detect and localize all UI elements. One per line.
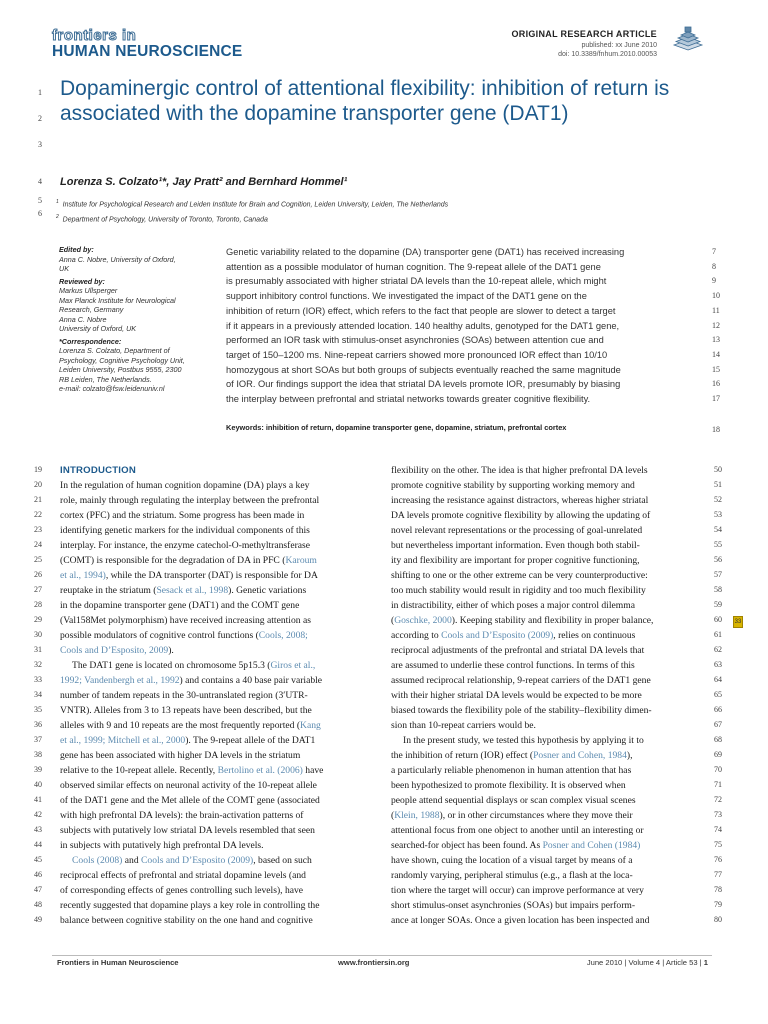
- line-number: 28: [34, 600, 42, 609]
- line-number: 45: [34, 855, 42, 864]
- body-line: short stimulus-onset asynchronies (SOAs) but impairs perform-: [391, 900, 636, 911]
- body-line: the inhibition of return (IOR) effect (Posner and Cohen, 1984),: [391, 750, 633, 761]
- body-line: et al., 1999; Mitchell et al., 2000). The 9-repeat allele of the DAT1: [60, 735, 316, 746]
- citation-link[interactable]: Giros et al.,: [270, 660, 316, 671]
- line-number: 10: [712, 291, 720, 301]
- body-line: tion where the target will occur) can improve performance at very: [391, 885, 644, 896]
- line-number: 39: [34, 765, 42, 774]
- abstract-line: inhibition of return (IOR) effect, which refers to the fact that people are slower to detect a target: [226, 305, 616, 316]
- citation-link[interactable]: et al., 1994): [60, 570, 106, 581]
- line-number: 51: [714, 480, 722, 489]
- correspondence-line: Psychology, Cognitive Psychology Unit,: [59, 355, 185, 365]
- body-line: In the present study, we tested this hypothesis by applying it to: [403, 735, 644, 746]
- body-column-right: [391, 463, 711, 928]
- body-line: alleles with 9 and 10 repeats are the most frequently reported (Kang: [60, 720, 321, 731]
- line-number: 66: [714, 705, 722, 714]
- line-number: 37: [34, 735, 42, 744]
- body-line: role, mainly through regulating the interplay between the prefrontal: [60, 495, 320, 506]
- body-line: novel relevant representations or the processing of goal-unrelated: [391, 525, 643, 536]
- reviewer-line: University of Oxford, UK: [59, 324, 137, 333]
- body-line: (Val158Met polymorphism) have received increasing attention as: [60, 615, 311, 626]
- abstract: [226, 245, 712, 407]
- abstract-line: target of 150–1200 ms. Nine-repeat carriers showed more pronounced IOR effect than 10/10: [226, 349, 608, 360]
- abstract-line: is presumably associated with higher striatal DA levels than the 10-repeat allele, which might: [226, 276, 607, 287]
- body-line: observed similar effects on neuronal activity of the 10-repeat allele: [60, 780, 317, 791]
- reviewed-by-label: Reviewed by:: [59, 276, 105, 286]
- citation-link[interactable]: Cools and D’Esposito (2009): [441, 630, 554, 641]
- line-number: 36: [34, 720, 42, 729]
- line-number: 8: [712, 261, 716, 271]
- line-number: 40: [34, 780, 42, 789]
- line-number: 52: [714, 495, 722, 504]
- body-line: VNTR). Alleles from 3 to 13 repeats have been described, but the: [60, 705, 312, 716]
- body-line: have shown, cuing the location of a visual target by means of a: [391, 855, 633, 866]
- line-number: 41: [34, 795, 42, 804]
- body-line: (COMT) is responsible for the degradation of DA in PFC (Karoum: [60, 555, 317, 566]
- body-line: assumed reciprocal relationship, 9-repeat carriers of the DAT1 gene: [391, 675, 651, 686]
- line-number: 32: [34, 660, 42, 669]
- body-line: balance between cognitive stability on the one hand and cognitive: [60, 915, 313, 926]
- correspondence-line: Lorenza S. Colzato, Department of: [59, 346, 170, 355]
- abstract-line: performed an IOR task with stimulus-onset asynchronies (SOAs) between attention cue and: [226, 335, 604, 346]
- body-line: of corresponding effects of genes controlling such levels), have: [60, 885, 304, 896]
- body-line: in distractibility, either of which poses a major control dilemma: [391, 600, 635, 611]
- affiliation-2: $^2$ Department of Psychology, University of Toronto, Toronto, Canada: [56, 214, 268, 224]
- line-number: 79: [714, 900, 722, 909]
- body-line: gene has been associated with higher DA levels in the striatum: [60, 750, 301, 761]
- line-number: 17: [712, 394, 720, 403]
- line-number: 80: [714, 915, 722, 924]
- body-line: reciprocal effects of prefrontal and striatal dopamine levels (and: [60, 870, 306, 881]
- line-number: 49: [34, 915, 42, 924]
- page-number: 1: [703, 958, 708, 967]
- line-number: 21: [34, 495, 42, 504]
- line-number: 64: [714, 675, 722, 684]
- body-line: In the regulation of human cognition dopamine (DA) plays a key: [60, 480, 310, 491]
- citation-link[interactable]: Cools and D’Esposito (2009): [141, 855, 254, 866]
- body-line: with their higher striatal DA levels would be expected to be more: [391, 690, 642, 701]
- body-line: ance at longer SOAs. Once a given location has been inspected and: [391, 915, 650, 926]
- body-line: a particularly reliable phenomenon in human attention that has: [391, 765, 632, 776]
- body-line: (Goschke, 2000). Keeping stability and flexibility in proper balance,: [391, 615, 654, 626]
- line-number: 19: [34, 465, 42, 474]
- line-number: 62: [714, 645, 722, 654]
- affiliation-1: $^1$ Institute for Psychological Research and Leiden Institute for Brain and Cognition, Leiden University, Leiden, The Netherlands: [56, 199, 449, 209]
- frontiers-stack-logo-icon: [671, 24, 705, 58]
- correspondence-line: Leiden University, Postbus 9555, 2300: [59, 365, 182, 374]
- line-number: 20: [34, 480, 42, 489]
- line-number: 76: [714, 855, 722, 864]
- line-number: 53: [714, 510, 722, 519]
- body-line: biased towards the flexibility pole of the stability–flexibility dimen-: [391, 705, 652, 716]
- citation-link[interactable]: Goschke, 2000: [394, 615, 452, 626]
- body-line: increasing the resistance against distractors, whereas higher striatal: [391, 495, 649, 506]
- line-number: 60: [714, 615, 722, 624]
- body-line: ity and flexibility are important for proper cognitive functioning,: [391, 555, 640, 566]
- margin-marker: 33: [733, 616, 743, 628]
- body-line: et al., 1994), while the DA transporter (DAT) is responsible for DA: [60, 570, 318, 581]
- line-number: 2: [38, 114, 42, 123]
- body-column-left: [60, 463, 377, 928]
- abstract-line: the interplay between prefrontal and striatal networks towards greater cognitive flexibility.: [226, 394, 591, 405]
- body-line: flexibility on the other. The idea is that higher prefrontal DA levels: [391, 465, 648, 476]
- line-number: 70: [714, 765, 722, 774]
- edited-by-label: Edited by:: [59, 245, 94, 254]
- body-line: of the DAT1 gene and the Met allele of the COMT gene (associated: [60, 795, 320, 806]
- footer-issue: June 2010 | Volume 4 | Article 53 | 1: [586, 958, 708, 967]
- line-number: 48: [34, 900, 42, 909]
- journal-name-top: frontiers in: [52, 27, 137, 44]
- line-number: 18: [712, 425, 720, 434]
- line-number: 74: [714, 825, 722, 834]
- reviewed-by-block: [59, 277, 219, 334]
- body-line: randomly varying, peripheral stimulus (e.g., a flash at the loca-: [391, 870, 633, 881]
- correspondence-email[interactable]: e-mail: colzato@fsw.leidenuniv.nl: [59, 384, 165, 393]
- correspondence-line: RB Leiden, The Netherlands.: [59, 374, 152, 384]
- journal-name-bottom: HUMAN NEUROSCIENCE: [52, 43, 243, 60]
- abstract-line: of IOR. Our findings support the idea that striatal DA levels promote IOR, presumably by biasing: [226, 379, 621, 390]
- citation-link[interactable]: Bertolino et al. (2006): [217, 765, 303, 776]
- body-line: too much stability would result in rigidity and too much flexibility: [391, 585, 646, 596]
- line-number: 25: [34, 555, 42, 564]
- body-line: with high prefrontal DA levels): the brain-activation patterns of: [60, 810, 304, 821]
- body-line: promote cognitive stability by supporting working memory and: [391, 480, 635, 491]
- body-line: attentional focus from one object to another until an interesting or: [391, 825, 644, 836]
- citation-link[interactable]: Klein, 1988: [394, 810, 440, 821]
- line-number: 7: [712, 247, 716, 256]
- body-line: reuptake in the striatum (Sesack et al., 1998). Genetic variations: [60, 585, 307, 596]
- correspondence-block: [59, 337, 219, 394]
- line-number: 47: [34, 885, 42, 894]
- line-number: 38: [34, 750, 42, 759]
- line-number: 5: [38, 196, 42, 205]
- body-line: identifying genetic markers for the individual components of this: [60, 525, 310, 536]
- line-number: 69: [714, 750, 722, 759]
- line-number: 1: [38, 88, 42, 97]
- line-number: 13: [712, 335, 720, 345]
- body-line: been hypothesized to promote flexibility. It is observed when: [391, 780, 626, 791]
- body-line: but nevertheless important information. Even though both stabil-: [391, 540, 640, 551]
- body-line: The DAT1 gene is located on chromosome 5p15.3 (Giros et al.,: [72, 660, 316, 671]
- line-number: 35: [34, 705, 42, 714]
- abstract-line: support inhibitory control functions. We investigated the impact of the DAT1 gene on the: [226, 291, 587, 302]
- editor-line: Anna C. Nobre, University of Oxford,: [59, 254, 176, 264]
- citation-link[interactable]: Cools and D’Esposito, 2009: [60, 645, 169, 656]
- line-number: 78: [714, 885, 722, 894]
- section-heading-introduction: INTRODUCTION: [60, 465, 136, 476]
- citation-link[interactable]: et al., 1999; Mitchell et al., 2000: [60, 735, 186, 746]
- body-line: Cools (2008) and Cools and D’Esposito (2009), based on such: [72, 855, 312, 866]
- line-number: 46: [34, 870, 42, 879]
- footer-rule: [52, 955, 712, 956]
- doi: doi: 10.3389/fnhum.2010.00053: [558, 51, 657, 58]
- citation-link[interactable]: 1992; Vandenbergh et al., 1992: [60, 675, 180, 686]
- line-number: 6: [38, 209, 42, 218]
- reviewer-line: Markus Ullsperger: [59, 286, 118, 295]
- citation-link[interactable]: Posner and Cohen (1984): [542, 840, 641, 851]
- body-line: possible modulators of cognitive control functions (Cools, 2008;: [60, 630, 308, 641]
- line-number: 43: [34, 825, 42, 834]
- line-number: 73: [714, 810, 722, 819]
- line-number: 29: [34, 615, 42, 624]
- line-number: 23: [34, 525, 42, 534]
- body-line: subjects with putatively low striatal DA levels resembled that seen: [60, 825, 315, 836]
- body-line: shifting to one or the other extreme can be very counterproductive:: [391, 570, 648, 581]
- line-number: 11: [712, 305, 720, 315]
- citation-link[interactable]: Sesack et al., 1998: [156, 585, 229, 596]
- line-number: 34: [34, 690, 42, 699]
- line-number: 77: [714, 870, 722, 879]
- line-number: 33: [34, 675, 42, 684]
- body-line: 1992; Vandenbergh et al., 1992) and contains a 40 base pair variable: [60, 675, 323, 686]
- line-number: 61: [714, 630, 722, 639]
- line-number: 75: [714, 840, 722, 849]
- line-number: 30: [34, 630, 42, 639]
- body-line: reciprocal adjustments of the prefrontal and striatal DA levels that: [391, 645, 645, 656]
- line-number: 50: [714, 465, 722, 474]
- correspondence-label: *Correspondence:: [59, 336, 122, 346]
- affiliations: [56, 196, 448, 227]
- line-number: 42: [34, 810, 42, 819]
- line-number: 72: [714, 795, 722, 804]
- body-line: in the dopamine transporter gene (DAT1) and the COMT gene: [60, 600, 300, 611]
- body-line: cortex (PFC) and the striatum. Some progress has been made in: [60, 510, 305, 521]
- editorial-sidebar: [59, 245, 219, 397]
- body-line: recently suggested that dopamine plays a key role in controlling the: [60, 900, 320, 911]
- citation-link[interactable]: Karoum: [285, 555, 317, 566]
- body-line: are assumed to underlie these control functions. In terms of this: [391, 660, 635, 671]
- footer-website[interactable]: www.frontiersin.org: [338, 958, 410, 967]
- body-line: sion than 10-repeat carriers would be.: [391, 720, 536, 731]
- abstract-line: if it appears in a previously attended location. 140 healthy adults, genotyped for the DAT1 gene,: [226, 320, 620, 331]
- line-number: 56: [714, 555, 722, 564]
- line-number: 65: [714, 690, 722, 699]
- body-line: according to Cools and D’Esposito (2009), relies on continuous: [391, 630, 636, 641]
- line-number: 57: [714, 570, 722, 579]
- reviewer-line: Max Planck Institute for Neurological: [59, 295, 176, 305]
- citation-link[interactable]: Cools, 2008;: [258, 630, 308, 641]
- line-number: 26: [34, 570, 42, 579]
- line-number: 15: [712, 364, 720, 374]
- line-number: 44: [34, 840, 42, 849]
- line-number: 71: [714, 780, 722, 789]
- line-number: 58: [714, 585, 722, 594]
- line-number: 4: [38, 177, 42, 186]
- body-line: interplay. For instance, the enzyme catechol-O-methyltransferase: [60, 540, 311, 551]
- line-number: 16: [712, 379, 720, 389]
- citation-link[interactable]: Posner and Cohen, 1984: [533, 750, 627, 761]
- line-number: 3: [38, 140, 42, 149]
- line-number: 24: [34, 540, 42, 549]
- footer-journal: Frontiers in Human Neuroscience: [57, 958, 179, 967]
- line-number: 14: [712, 349, 720, 359]
- citation-link[interactable]: Kang: [300, 720, 321, 731]
- article-title: Dopaminergic control of attentional flexibility: inhibition of return is associated with the dopamine transporter gene (DAT1): [60, 77, 670, 125]
- line-number: 12: [712, 320, 720, 330]
- article-type: ORIGINAL RESEARCH ARTICLE: [511, 29, 657, 39]
- line-number: 63: [714, 660, 722, 669]
- abstract-line: homozygous at short SOAs but both groups of subjects eventually reached the same magnitude: [226, 364, 621, 375]
- line-number: 31: [34, 645, 42, 654]
- body-line: relative to the 10-repeat allele. Recently, Bertolino et al. (2006) have: [60, 765, 324, 776]
- body-line: DA levels promote cognitive flexibility by allowing the updating of: [391, 510, 651, 521]
- citation-link[interactable]: Cools (2008): [72, 855, 123, 866]
- edited-by-block: [59, 245, 219, 274]
- article-meta: [558, 41, 657, 59]
- reviewer-line: Research, Germany: [59, 305, 124, 314]
- authors: Lorenza S. Colzato¹*, Jay Pratt² and Bernhard Hommel¹: [60, 176, 348, 188]
- abstract-line: Genetic variability related to the dopamine (DA) transporter gene (DAT1) has received increasing: [226, 247, 625, 257]
- reviewer-line: Anna C. Nobre: [59, 314, 107, 324]
- line-number: 9: [712, 276, 716, 286]
- journal-logo: [52, 28, 242, 60]
- abstract-line: attention as a possible modulator of human cognition. The 9-repeat allele of the DAT1 gene: [226, 261, 601, 272]
- line-number: 59: [714, 600, 722, 609]
- body-line: in subjects with putatively high prefrontal DA levels.: [60, 840, 264, 851]
- body-line: searched-for object has been found. As Posner and Cohen (1984): [391, 840, 641, 851]
- keywords: Keywords: inhibition of return, dopamine transporter gene, dopamine, striatum, prefrontal cortex: [226, 423, 567, 432]
- line-number: 54: [714, 525, 722, 534]
- line-number: 27: [34, 585, 42, 594]
- body-line: Cools and D’Esposito, 2009).: [60, 645, 174, 656]
- line-number: 55: [714, 540, 722, 549]
- line-number: 67: [714, 720, 722, 729]
- editor-line: UK: [59, 264, 69, 273]
- body-line: number of tandem repeats in the 30-untranslated region (3′UTR-: [60, 690, 308, 701]
- body-line: people attend sequential displays or scan complex visual scenes: [391, 795, 636, 806]
- published-date: published: xx June 2010: [581, 42, 657, 49]
- body-line: (Klein, 1988), or in other circumstances where they move their: [391, 810, 633, 821]
- line-number: 68: [714, 735, 722, 744]
- line-number: 22: [34, 510, 42, 519]
